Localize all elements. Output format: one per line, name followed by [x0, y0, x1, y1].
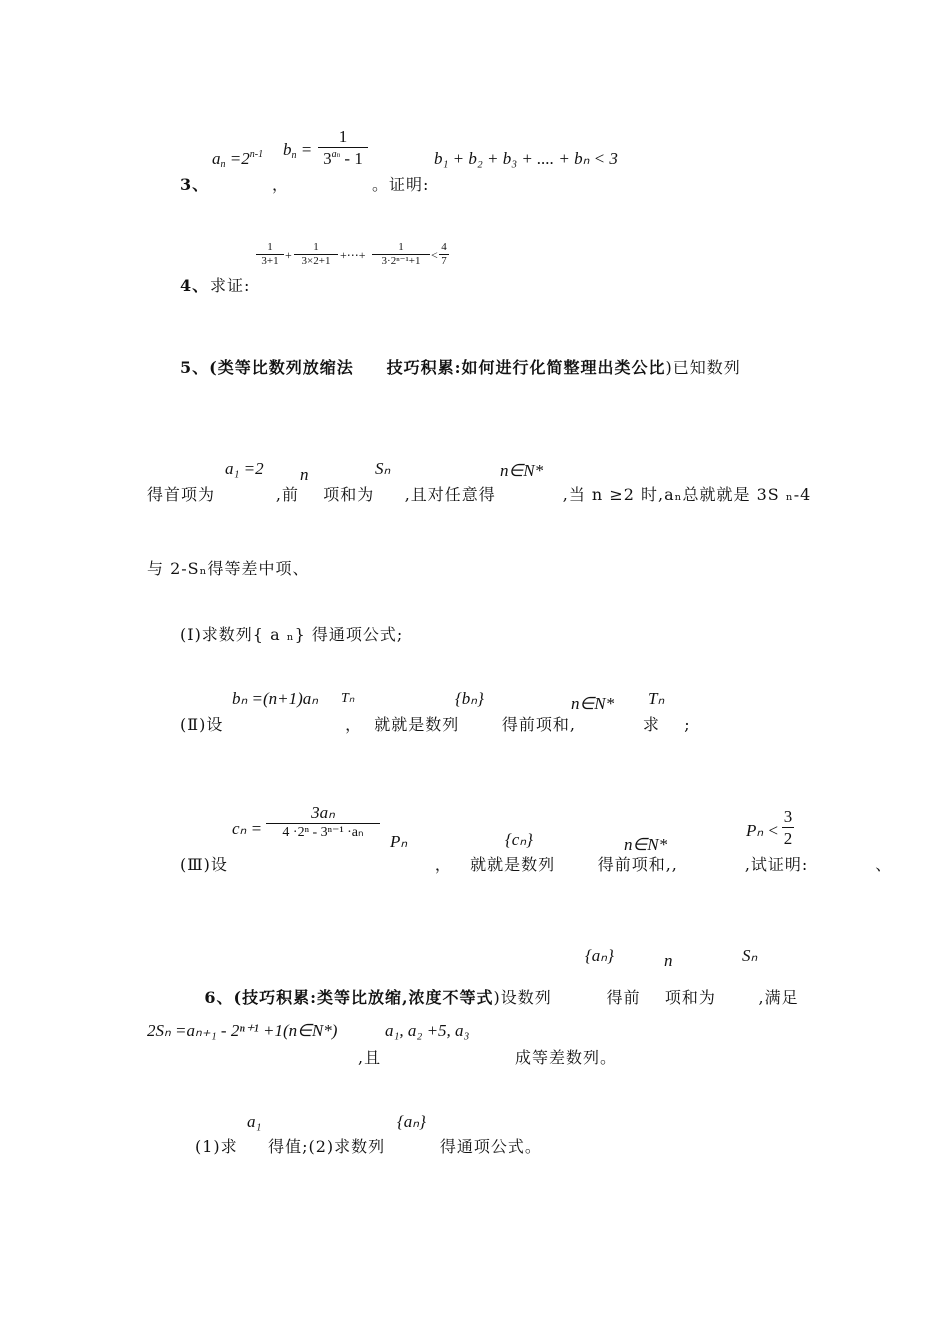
formula-sum-inequality: b₁ + b₂ + b₃ + .... + bₙ < 3 — [434, 149, 618, 168]
formula-recurrence: 2Sₙ =aₙ₊₁ - 2ⁿ⁺¹ +1(n∈N*) — [147, 1021, 338, 1040]
ellipsis-sum: +⋯+ — [340, 248, 366, 262]
text-comma: ， — [272, 175, 290, 194]
formula-Sn: Sₙ — [742, 946, 758, 965]
formula-set-bn: {bₙ} — [455, 689, 484, 708]
question-III: (Ⅲ)设 ， 就就是数列 得前项和,, ,试证明: 、 — [180, 855, 893, 874]
formula-an: $a_n =2^{n-1}$ — [212, 149, 264, 170]
formula-a1: a₁ — [247, 1112, 262, 1131]
text-prove: 。证明: — [372, 175, 430, 194]
formula-bn-fraction: 1 $3^{an} - 1$ — [318, 128, 368, 167]
problem-5-line2: 得首项为 ,前 项和为 ,且对任意得 ,当 n ≥2 时,aₙ总就就是 3S ₙ-4 — [147, 485, 812, 504]
formula-Sn: Sₙ — [375, 459, 391, 478]
fraction-4-7: 4 7 — [439, 242, 449, 267]
problem-5-line3: 与 2-Sₙ得等差中项、 — [147, 559, 310, 578]
formula-bn-lhs: $b_n$ = — [283, 140, 313, 161]
formula-n: n — [300, 465, 309, 484]
formula-n: n — [664, 951, 673, 970]
problem-5-heading: 5、(类等比数列放缩法 技巧积累:如何进行化简整理出类公比)已知数列 — [180, 358, 741, 377]
problem-number: 4、 — [180, 276, 210, 295]
formula-terms: a₁, a₂ +5, a₃ — [385, 1021, 470, 1040]
formula-Pn: Pₙ — [390, 832, 408, 851]
formula-nN: n∈N* — [624, 835, 668, 854]
text-arithmetic: ,且 成等差数列。 — [358, 1048, 617, 1067]
formula-cn-fraction: 3aₙ 4 ·2ⁿ - 3ⁿ⁻¹ ·aₙ — [266, 804, 380, 840]
question-I: (Ⅰ)求数列{ a ₙ} 得通项公式; — [180, 625, 404, 644]
text-prove: 求证: — [210, 276, 251, 295]
formula-set-an: {aₙ} — [585, 946, 614, 965]
formula-nN: n∈N* — [571, 694, 615, 713]
problem-6-heading: 6、(技巧积累:类等比放缩,浓度不等式)设数列 得前 项和为 ,满足 — [204, 988, 799, 1007]
formula-Tn: Tₙ — [648, 689, 665, 708]
formula-set-cn: {cₙ} — [505, 830, 533, 849]
fraction-3-2: 3 2 — [783, 807, 793, 848]
fraction-1: 1 3+1 — [256, 242, 284, 267]
formula-bn: bₙ =(n+1)aₙ — [232, 689, 319, 708]
plus-sign: + — [285, 248, 292, 262]
formula-nN: n∈N* — [500, 461, 544, 480]
problem-number: 3、 — [180, 175, 210, 194]
question-II: (Ⅱ)设 ， 就就是数列 得前项和, 求 ; — [180, 715, 691, 734]
fraction-3: 1 3·2ⁿ⁻¹+1 — [372, 242, 430, 267]
formula-Pn-ineq: Pₙ < — [746, 821, 779, 840]
formula-a1: a₁ =2 — [225, 459, 264, 478]
problem-6-questions: (1)求 得值;(2)求数列 得通项公式。 — [195, 1137, 542, 1156]
formula-cn: cₙ = — [232, 819, 263, 838]
formula-Tn: Tₙ — [341, 691, 355, 706]
formula-set-an: {aₙ} — [397, 1112, 426, 1131]
less-than: < — [431, 248, 438, 262]
fraction-2: 1 3×2+1 — [294, 242, 338, 267]
